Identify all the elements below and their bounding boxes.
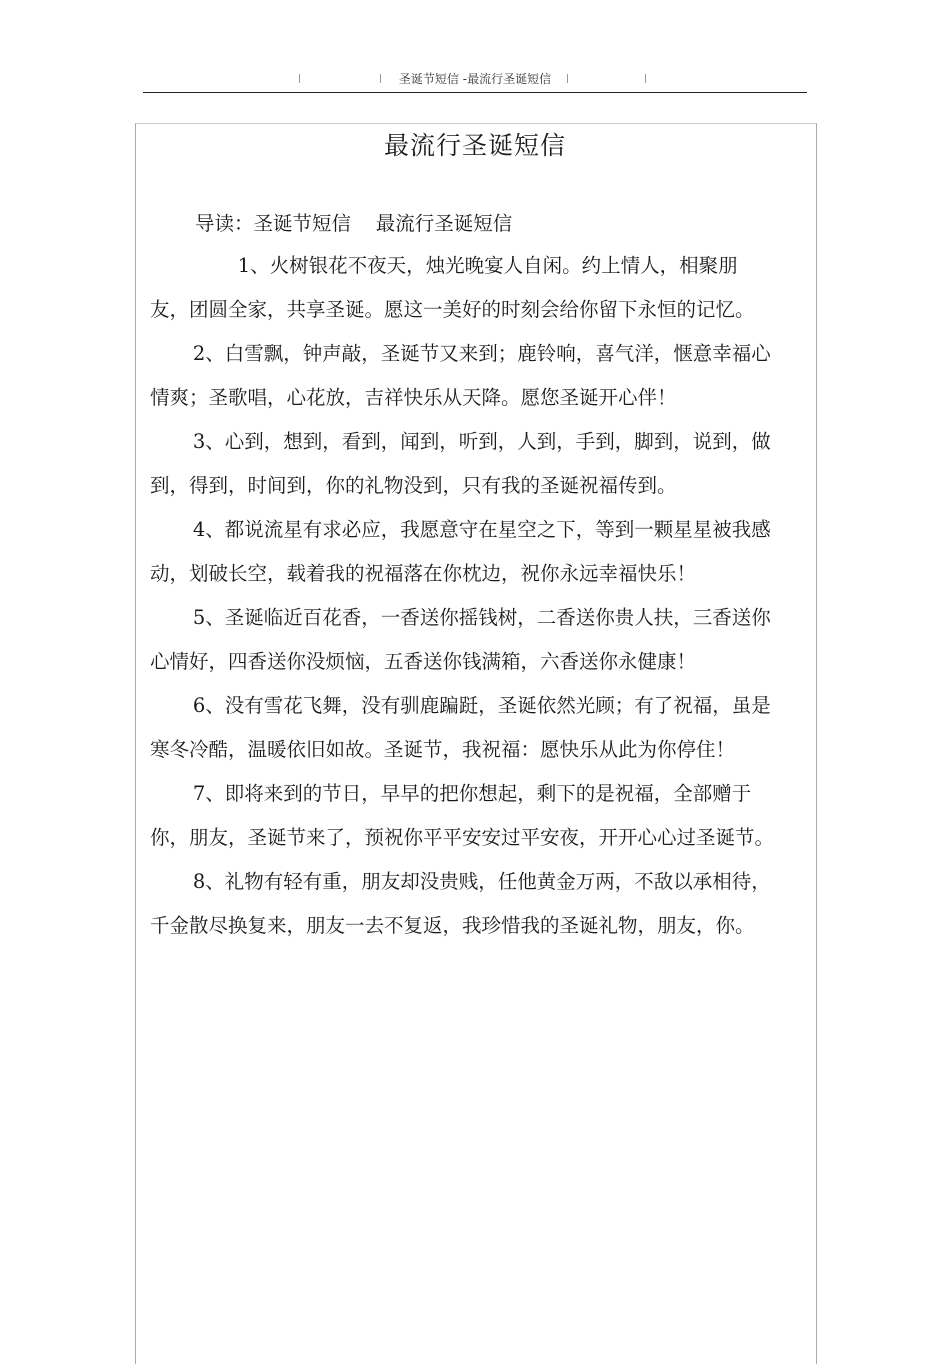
paragraph-5: 5、圣诞临近百花香，一香送你摇钱树，二香送你贵人扶，三香送你心情好，四香送你没烦恼，五香送你钱满箱，六香送你永健康！ bbox=[150, 606, 771, 673]
intro-line: 导读：圣诞节短信 最流行圣诞短信 bbox=[195, 212, 513, 235]
paragraph-8: 8、礼物有轻有重，朋友却没贵贱，任他黄金万两，不敌以承相待，千金散尽换复来，朋友一去不复返，我珍惜我的圣诞礼物，朋友，你。 bbox=[150, 870, 771, 937]
page-header bbox=[143, 66, 807, 93]
paragraph-6: 6、没有雪花飞舞，没有驯鹿蹁跹，圣诞依然光顾；有了祝福，虽是寒冬冷酷，温暖依旧如故。圣诞节，我祝福：愿快乐从此为你停住！ bbox=[150, 694, 771, 761]
document-body bbox=[150, 244, 775, 948]
paragraph-4: 4、都说流星有求必应，我愿意守在星空之下，等到一颗星星被我感动，划破长空，载着我的祝福落在你枕边，祝你永远幸福快乐！ bbox=[150, 518, 771, 585]
paragraph-3: 3、心到，想到，看到，闻到，听到，人到，手到，脚到，说到，做到，得到，时间到，你的礼物没到，只有我的圣诞祝福传到。 bbox=[150, 430, 771, 497]
paragraph-7: 7、即将来到的节日，早早的把你想起，剩下的是祝福，全部赠于你，朋友，圣诞节来了，预祝你平平安安过平安夜，开开心心过圣诞节。 bbox=[150, 782, 775, 849]
header-text: 圣诞节短信 -最流行圣诞短信 bbox=[398, 72, 552, 86]
paragraph-1: 1、火树银花不夜天，烛光晚宴人自闲。约上情人，相聚朋友，团圆全家，共享圣诞。愿这一美好的时刻会给你留下永恒的记忆。 bbox=[150, 254, 755, 321]
paragraph-2: 2、白雪飘，钟声敲，圣诞节又来到；鹿铃响，喜气洋，惬意幸福心情爽；圣歌唱，心花放，吉祥快乐从天降。愿您圣诞开心伴！ bbox=[150, 342, 771, 409]
document-title: 最流行圣诞短信 bbox=[383, 131, 566, 160]
